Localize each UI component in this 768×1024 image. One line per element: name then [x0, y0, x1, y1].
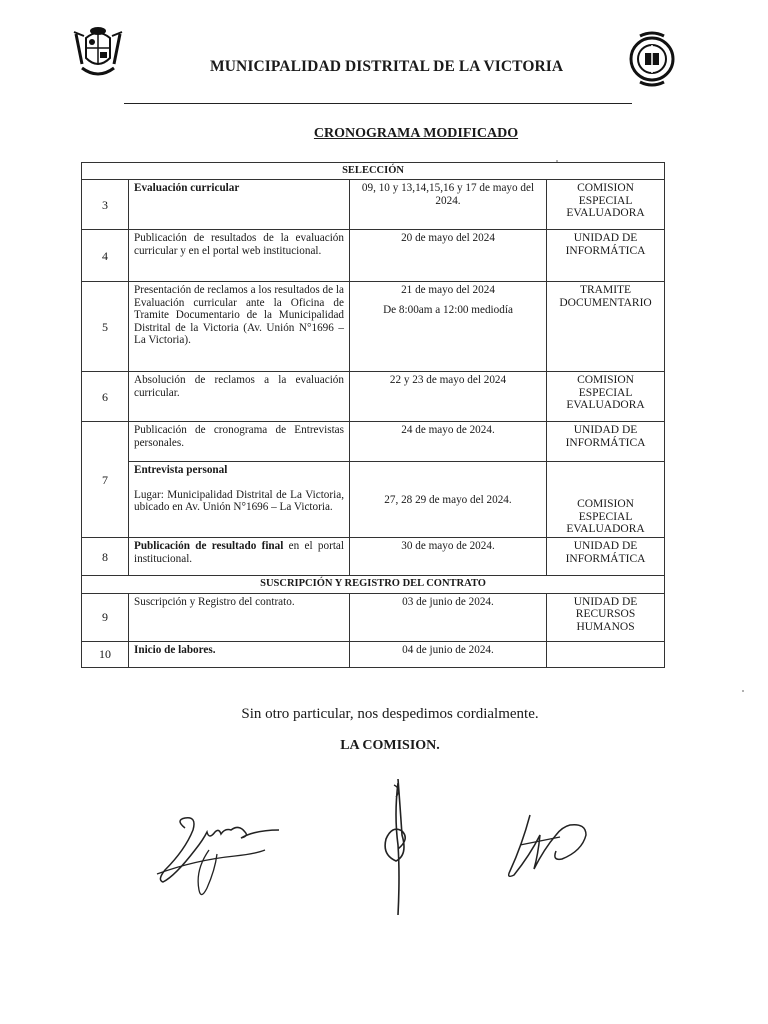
row-number: 7 — [82, 422, 129, 538]
date-cell: 27, 28 29 de mayo del 2024. — [350, 462, 547, 538]
activity-title: Entrevista personal — [134, 464, 228, 477]
activity-cell: Publicación de cronograma de Entrevistas personales. — [129, 422, 350, 462]
scan-speck — [556, 160, 558, 162]
activity-cell — [129, 462, 350, 538]
row-number: 5 — [82, 282, 129, 372]
signature-3-icon — [500, 805, 600, 885]
activity-detail: Lugar: Municipalidad Distrital de La Victoria, ubicado en Av. Unión N°1696 – La Victoria. — [134, 488, 344, 514]
activity-rest: en el portal institucional. — [134, 540, 345, 565]
table-row — [82, 641, 665, 667]
date-text: 21 de mayo del 2024 — [401, 284, 495, 297]
responsible-cell: TRAMITE DOCUMENTARIO — [547, 282, 665, 372]
table-row — [82, 230, 665, 282]
table-row — [82, 422, 665, 462]
section-header-row — [82, 163, 665, 180]
responsible-cell: COMISION ESPECIAL EVALUADORA — [547, 372, 665, 422]
signature-2-icon — [372, 775, 422, 920]
activity-cell: Absolución de reclamos a la evaluación curricular. — [129, 372, 350, 422]
signatory-label: LA COMISION. — [340, 738, 440, 753]
responsible-cell: UNIDAD DE INFORMÁTICA — [547, 538, 665, 576]
section-contrato: SUSCRIPCIÓN Y REGISTRO DEL CONTRATO — [82, 576, 665, 593]
date-cell: 04 de junio de 2024. — [350, 641, 547, 667]
time-text: De 8:00am a 12:00 mediodía — [383, 303, 513, 316]
signature-1-icon — [155, 810, 285, 905]
responsible-cell: COMISION ESPECIAL EVALUADORA — [547, 462, 665, 538]
table-row — [82, 538, 665, 576]
activity-cell: Suscripción y Registro del contrato. — [129, 593, 350, 641]
activity-bold: Publicación de resultado final — [134, 540, 284, 553]
activity-cell: Evaluación curricular — [129, 180, 350, 230]
schedule-table — [81, 162, 665, 668]
table-row — [82, 462, 665, 538]
activity-cell — [129, 538, 350, 576]
date-cell: 30 de mayo de 2024. — [350, 538, 547, 576]
header-divider — [124, 103, 632, 104]
table-row — [82, 180, 665, 230]
date-cell: 20 de mayo del 2024 — [350, 230, 547, 282]
row-number: 6 — [82, 372, 129, 422]
activity-cell: Inicio de labores. — [129, 641, 350, 667]
municipality-name: MUNICIPALIDAD DISTRITAL DE LA VICTORIA — [210, 58, 564, 75]
document-title: CRONOGRAMA MODIFICADO — [313, 126, 519, 141]
responsible-cell — [547, 641, 665, 667]
date-cell: 24 de mayo de 2024. — [350, 422, 547, 462]
row-number: 8 — [82, 538, 129, 576]
date-cell — [350, 282, 547, 372]
table-row — [82, 593, 665, 641]
section-header-row — [82, 576, 665, 593]
activity-cell: Presentación de reclamos a los resultados de la Evaluación curricular ante la Oficina de Tramite Documentario de la Municipalidad Distrital de la Victoria (Av. Unión N°1696 – La Victoria). — [129, 282, 350, 372]
responsible-cell: UNIDAD DE INFORMÁTICA — [547, 230, 665, 282]
responsible-cell: COMISION ESPECIAL EVALUADORA — [547, 180, 665, 230]
row-number: 10 — [82, 641, 129, 667]
section-seleccion: SELECCIÓN — [82, 163, 665, 180]
responsible-cell: UNIDAD DE INFORMÁTICA — [547, 422, 665, 462]
scan-speck — [742, 690, 744, 692]
peru-coat-of-arms-icon — [72, 24, 124, 80]
row-number: 4 — [82, 230, 129, 282]
date-cell: 03 de junio de 2024. — [350, 593, 547, 641]
table-row — [82, 372, 665, 422]
row-number: 9 — [82, 593, 129, 641]
table-row — [82, 282, 665, 372]
responsible-cell: UNIDAD DE RECURSOS HUMANOS — [547, 593, 665, 641]
closing-text: Sin otro particular, nos despedimos cordialmente. — [241, 706, 539, 722]
date-cell: 22 y 23 de mayo del 2024 — [350, 372, 547, 422]
row-number: 3 — [82, 180, 129, 230]
municipal-seal-icon — [628, 30, 676, 88]
activity-cell: Publicación de resultados de la evaluación curricular y en el portal web institucional. — [129, 230, 350, 282]
date-cell: 09, 10 y 13,14,15,16 y 17 de mayo del 2024. — [350, 180, 547, 230]
